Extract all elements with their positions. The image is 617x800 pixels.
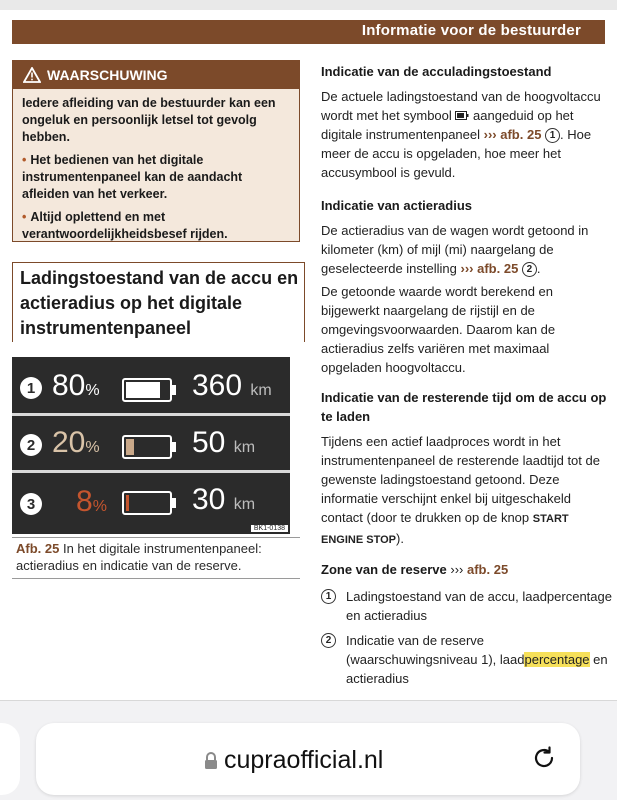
warning-triangle-icon — [23, 67, 41, 83]
range-value: 360 km — [192, 369, 272, 402]
section-reserve — [321, 560, 613, 694]
figure-code: BK1-0138 — [251, 525, 288, 532]
previous-tab-pill[interactable] — [0, 723, 20, 795]
battery-icon — [122, 491, 178, 515]
figure-reference-link[interactable]: afb. 25 — [466, 562, 509, 577]
heading-range: Indicatie van actieradius — [321, 198, 473, 213]
callout-number: 1 — [545, 128, 560, 143]
chapter-title: Informatie voor de bestuurder — [361, 22, 581, 39]
heading-charge-time: Indicatie van de resterende tijd om de accu op te laden — [321, 390, 607, 424]
paragraph: Tijdens een actief laadproces wordt in het instrumentenpaneel de resterende laadtijd tot de gewenste ladingstoestand getoond. Deze informatie verschijnt enkel bij uitgeschakeld contact (door te drukken op de knop START ENGINE STOP). — [321, 434, 600, 546]
battery-percent: 80% — [52, 369, 100, 402]
lock-icon — [204, 752, 218, 770]
battery-symbol-icon — [455, 111, 469, 120]
warning-title: WAARSCHUWING — [47, 67, 168, 83]
row-divider — [12, 470, 290, 473]
caption-label: Afb. 25 — [16, 541, 60, 556]
dashboard-row-1 — [12, 361, 290, 413]
figure-reference-link[interactable]: ››› afb. 25 — [460, 261, 519, 276]
section-title: Ladingstoestand van de accu en actieradius op het digitale instrumentenpaneel — [20, 268, 299, 338]
row-divider — [12, 413, 290, 416]
heading-reserve: Zone van de reserve ››› afb. 25 — [321, 562, 509, 577]
dashboard-figure — [12, 357, 290, 534]
row-number: 2 — [20, 434, 42, 456]
figure-caption — [12, 537, 300, 579]
callout-number: 2 — [522, 262, 537, 277]
list-item: 1 Ladingstoestand van de accu, laadpercentage en actieradius — [321, 587, 613, 625]
url-text: cupraofficial.nl — [224, 746, 384, 774]
section-battery-state — [321, 62, 613, 182]
row-number: 3 — [20, 493, 42, 515]
paragraph: De actieradius van de wagen wordt getoond in kilometer (km) of mijl (mi) naargelang de geselecteerde instelling ››› afb. 25 2 . — [321, 223, 589, 276]
reload-icon[interactable] — [530, 744, 558, 772]
warning-box — [12, 60, 300, 242]
battery-icon — [122, 435, 178, 459]
search-highlight: percentage — [524, 652, 590, 667]
paragraph: De getoonde waarde wordt berekend en bijgewerkt naargelang de rijstijl en de omgevingsvoorwaarden. Daarom kan de actieradius zelfs variëren met maximaal opgeladen hoogvoltaccu. — [321, 284, 556, 375]
heading-battery-state: Indicatie van de acculadingstoestand — [321, 64, 552, 79]
warning-header — [13, 61, 299, 89]
callout-number: 1 — [321, 589, 336, 604]
figure-reference-link[interactable]: ››› afb. 25 — [483, 127, 542, 142]
chapter-header — [12, 20, 605, 44]
dashboard-row-3 — [12, 477, 290, 529]
top-strip — [0, 0, 617, 10]
range-value: 30 km — [192, 483, 256, 516]
callout-number: 2 — [321, 633, 336, 648]
row-number: 1 — [20, 377, 42, 399]
section-range — [321, 196, 613, 377]
caption-text: In het digitale instrumentenpaneel: actieradius en indicatie van de reserve. — [16, 541, 262, 573]
warning-intro: Iedere afleiding van de bestuurder kan een ongeluk en persoonlijk letsel tot gevolg hebben. — [22, 96, 276, 144]
battery-percent: 8% — [76, 485, 107, 518]
battery-percent: 20% — [52, 426, 100, 459]
url-display[interactable] — [204, 746, 383, 775]
warning-bullet: • Het bedienen van het digitale instrumentenpaneel kan de aandacht afleiden van het verkeer. — [22, 153, 243, 201]
warning-bullet: • Altijd oplettend en met verantwoordelijkheidsbesef rijden. — [22, 210, 228, 241]
paragraph: De actuele ladingstoestand van de hoogvoltaccu wordt met het symbool aangeduid op het digitale instrumentenpaneel ››› afb. 25 1 . Hoe meer de accu is opgeladen, hoe meer het accusymbool is gevuld. — [321, 89, 601, 180]
start-engine-stop-label: START ENGINE STOP — [321, 513, 569, 546]
range-value: 50 km — [192, 426, 256, 459]
battery-icon — [122, 378, 178, 402]
section-charge-time — [321, 388, 613, 550]
list-item: 2 Indicatie van de reserve (waarschuwingsniveau 1), laadpercentage en actieradius — [321, 631, 613, 688]
dashboard-row-2 — [12, 418, 290, 470]
